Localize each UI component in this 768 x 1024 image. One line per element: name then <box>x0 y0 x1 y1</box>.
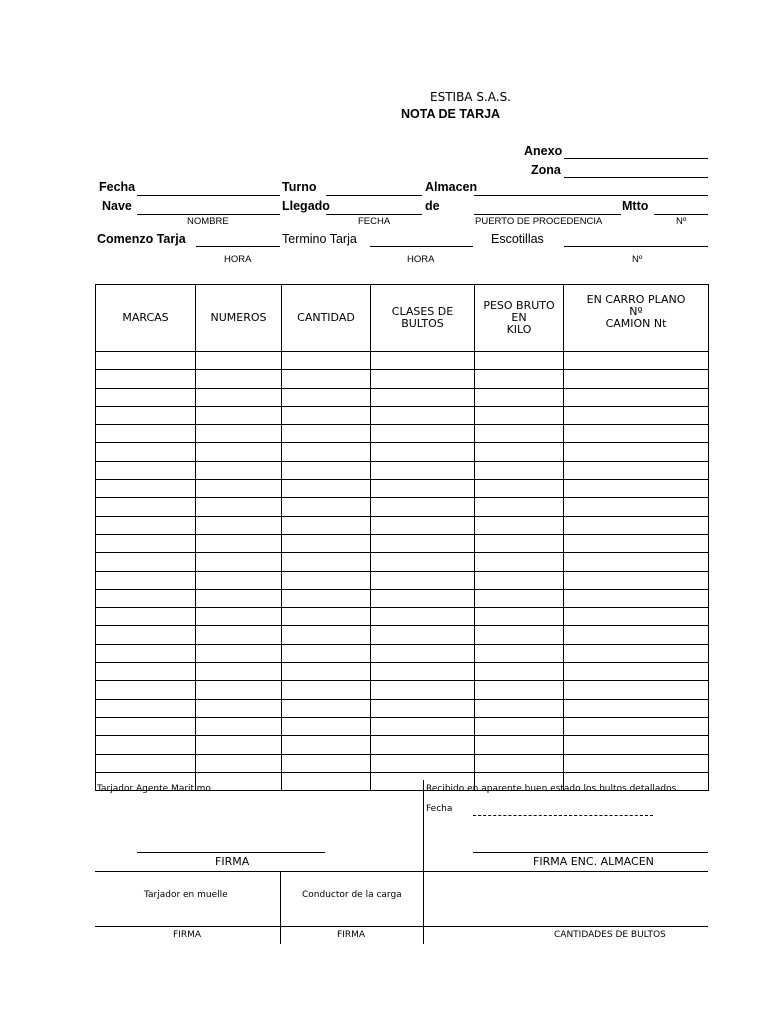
table-row <box>96 425 709 443</box>
footer-center-divider <box>423 780 424 944</box>
table-cell[interactable] <box>96 352 196 370</box>
table-cell[interactable] <box>475 461 564 479</box>
table-row <box>96 370 709 388</box>
zona-label: Zona <box>531 163 561 177</box>
hora-caption-2: HORA <box>407 254 435 265</box>
table-row <box>96 663 709 681</box>
peso-header-line2: KILO <box>506 323 532 336</box>
anexo-label: Anexo <box>524 144 563 158</box>
hora-caption-1: HORA <box>224 254 252 265</box>
table-cell[interactable] <box>564 717 709 735</box>
table-cell[interactable] <box>196 498 282 516</box>
carro-header-line2: Nº <box>629 305 643 318</box>
table-cell[interactable] <box>96 754 196 772</box>
table-cell[interactable] <box>475 443 564 461</box>
table-cell[interactable] <box>196 352 282 370</box>
table-cell[interactable] <box>196 717 282 735</box>
table-cell[interactable] <box>282 571 371 589</box>
table-cell[interactable] <box>96 461 196 479</box>
clases-header: CLASES DE BULTOS <box>371 285 475 352</box>
table-cell[interactable] <box>475 717 564 735</box>
table-cell[interactable] <box>96 443 196 461</box>
table-cell[interactable] <box>564 516 709 534</box>
table-cell[interactable] <box>475 626 564 644</box>
table-row <box>96 589 709 607</box>
table-cell[interactable] <box>475 352 564 370</box>
table-cell[interactable] <box>196 534 282 552</box>
table-row <box>96 754 709 772</box>
table-cell[interactable] <box>564 498 709 516</box>
table-cell[interactable] <box>196 608 282 626</box>
table-row <box>96 699 709 717</box>
table-cell[interactable] <box>371 370 475 388</box>
table-cell[interactable] <box>475 681 564 699</box>
tarjador-agente-label: Tarjador Agente Maritimo <box>97 784 211 794</box>
table-cell[interactable] <box>282 370 371 388</box>
table-cell[interactable] <box>564 736 709 754</box>
carro-header-line3: CAMION Nt <box>605 317 667 330</box>
almacen-label: Almacen <box>425 180 478 194</box>
table-header-row <box>96 285 709 352</box>
numeros-header: NUMEROS <box>196 285 282 352</box>
table-cell[interactable] <box>371 553 475 571</box>
table-cell[interactable] <box>96 717 196 735</box>
table-cell[interactable] <box>371 644 475 662</box>
comenzo-tarja-field[interactable] <box>196 246 280 247</box>
footer-separator-bottom <box>95 926 708 927</box>
table-cell[interactable] <box>96 425 196 443</box>
table-cell[interactable] <box>564 754 709 772</box>
table-cell[interactable] <box>196 461 282 479</box>
table-cell[interactable] <box>196 626 282 644</box>
table-row <box>96 644 709 662</box>
firma-left-line <box>137 852 325 853</box>
table-cell[interactable] <box>282 699 371 717</box>
table-cell[interactable] <box>196 644 282 662</box>
table-cell[interactable] <box>371 754 475 772</box>
table-cell[interactable] <box>196 553 282 571</box>
table-cell[interactable] <box>564 608 709 626</box>
table-cell[interactable] <box>371 681 475 699</box>
table-cell[interactable] <box>371 663 475 681</box>
table-row <box>96 388 709 406</box>
table-cell[interactable] <box>371 461 475 479</box>
peso-header <box>475 285 564 352</box>
table-cell[interactable] <box>475 534 564 552</box>
table-cell[interactable] <box>282 406 371 424</box>
fecha-caption: FECHA <box>358 216 391 227</box>
table-cell[interactable] <box>196 443 282 461</box>
cantidad-header: CANTIDAD <box>282 285 371 352</box>
puerto-field[interactable] <box>474 214 621 215</box>
table-cell[interactable] <box>196 425 282 443</box>
table-cell[interactable] <box>282 498 371 516</box>
no-caption: Nº <box>676 216 687 227</box>
table-cell[interactable] <box>371 516 475 534</box>
table-cell[interactable] <box>196 663 282 681</box>
table-row <box>96 480 709 498</box>
table-cell[interactable] <box>196 681 282 699</box>
table-row <box>96 717 709 735</box>
table-cell[interactable] <box>196 388 282 406</box>
puerto-caption: PUERTO DE PROCEDENCIA <box>475 216 603 227</box>
table-cell[interactable] <box>96 406 196 424</box>
table-row <box>96 571 709 589</box>
table-cell[interactable] <box>475 754 564 772</box>
termino-tarja-field[interactable] <box>370 246 473 247</box>
table-cell[interactable] <box>196 480 282 498</box>
table-cell[interactable] <box>371 534 475 552</box>
table-cell[interactable] <box>96 534 196 552</box>
table-cell[interactable] <box>282 772 371 790</box>
table-row <box>96 681 709 699</box>
table-cell[interactable] <box>564 370 709 388</box>
table-cell[interactable] <box>564 480 709 498</box>
table-cell[interactable] <box>282 681 371 699</box>
table-cell[interactable] <box>282 626 371 644</box>
table-cell[interactable] <box>564 388 709 406</box>
table-cell[interactable] <box>564 553 709 571</box>
conductor-label: Conductor de la carga <box>302 890 402 900</box>
almacen-field[interactable] <box>474 195 708 196</box>
table-cell[interactable] <box>282 534 371 552</box>
table-cell[interactable] <box>96 608 196 626</box>
firma-almacen-line <box>473 852 708 853</box>
llegado-label: Llegado <box>282 199 330 213</box>
table-cell[interactable] <box>196 736 282 754</box>
table-cell[interactable] <box>196 516 282 534</box>
table-cell[interactable] <box>564 352 709 370</box>
fecha-field[interactable] <box>137 195 280 196</box>
table-row <box>96 736 709 754</box>
firma-bottom-2: FIRMA <box>337 930 366 940</box>
footer-fecha-label: Fecha <box>426 804 453 814</box>
table-cell[interactable] <box>96 516 196 534</box>
table-cell[interactable] <box>475 699 564 717</box>
table-cell[interactable] <box>282 443 371 461</box>
table-cell[interactable] <box>96 370 196 388</box>
table-cell[interactable] <box>96 681 196 699</box>
escotillas-field[interactable] <box>564 246 708 247</box>
peso-header-line1: PESO BRUTO EN <box>483 299 555 324</box>
fecha-label: Fecha <box>99 180 136 194</box>
table-cell[interactable] <box>282 553 371 571</box>
turno-field[interactable] <box>326 195 422 196</box>
firma-left-label: FIRMA <box>215 855 250 868</box>
table-cell[interactable] <box>96 589 196 607</box>
table-cell[interactable] <box>371 443 475 461</box>
table-row <box>96 498 709 516</box>
table-row <box>96 461 709 479</box>
table-row <box>96 534 709 552</box>
table-cell[interactable] <box>282 754 371 772</box>
table-cell[interactable] <box>96 571 196 589</box>
mtto-label: Mtto <box>622 199 649 213</box>
firma-bottom-1: FIRMA <box>173 930 202 940</box>
table-cell[interactable] <box>475 571 564 589</box>
table-cell[interactable] <box>282 717 371 735</box>
table-cell[interactable] <box>282 589 371 607</box>
table-cell[interactable] <box>371 699 475 717</box>
table-cell[interactable] <box>96 663 196 681</box>
table-cell[interactable] <box>282 480 371 498</box>
table-row <box>96 352 709 370</box>
table-cell[interactable] <box>475 608 564 626</box>
tally-table <box>95 284 709 791</box>
table-cell[interactable] <box>96 626 196 644</box>
firma-almacen-label: FIRMA ENC. ALMACEN <box>533 855 654 868</box>
table-cell[interactable] <box>564 644 709 662</box>
turno-label: Turno <box>282 180 317 194</box>
table-cell[interactable] <box>475 589 564 607</box>
footer-separator-top <box>95 871 708 872</box>
no-caption-2: Nº <box>632 254 643 265</box>
table-row <box>96 516 709 534</box>
table-cell[interactable] <box>282 425 371 443</box>
table-row <box>96 553 709 571</box>
table-cell[interactable] <box>96 388 196 406</box>
table-cell[interactable] <box>371 480 475 498</box>
table-cell[interactable] <box>371 352 475 370</box>
table-cell[interactable] <box>282 388 371 406</box>
table-cell[interactable] <box>196 754 282 772</box>
termino-tarja-label: Termino Tarja <box>282 232 357 246</box>
table-row <box>96 608 709 626</box>
table-cell[interactable] <box>371 406 475 424</box>
carro-header <box>564 285 709 352</box>
table-cell[interactable] <box>564 571 709 589</box>
cantidades-label: CANTIDADES DE BULTOS <box>554 930 666 940</box>
table-cell[interactable] <box>196 370 282 388</box>
table-cell[interactable] <box>282 608 371 626</box>
table-row <box>96 406 709 424</box>
table-cell[interactable] <box>96 480 196 498</box>
table-cell[interactable] <box>475 425 564 443</box>
table-cell[interactable] <box>96 644 196 662</box>
table-cell[interactable] <box>371 425 475 443</box>
llegado-field[interactable] <box>326 214 422 215</box>
table-cell[interactable] <box>371 626 475 644</box>
table-cell[interactable] <box>475 406 564 424</box>
table-cell[interactable] <box>475 644 564 662</box>
table-cell[interactable] <box>371 498 475 516</box>
table-cell[interactable] <box>564 699 709 717</box>
table-cell[interactable] <box>475 553 564 571</box>
nombre-caption: NOMBRE <box>187 216 229 227</box>
table-cell[interactable] <box>475 516 564 534</box>
table-cell[interactable] <box>564 406 709 424</box>
table-cell[interactable] <box>371 608 475 626</box>
table-cell[interactable] <box>475 370 564 388</box>
table-cell[interactable] <box>564 589 709 607</box>
table-cell[interactable] <box>282 663 371 681</box>
table-cell[interactable] <box>371 736 475 754</box>
table-cell[interactable] <box>196 589 282 607</box>
nave-label: Nave <box>102 199 132 213</box>
table-cell[interactable] <box>371 571 475 589</box>
footer-left-divider <box>280 871 281 944</box>
table-cell[interactable] <box>96 498 196 516</box>
table-cell[interactable] <box>475 388 564 406</box>
zona-field[interactable] <box>564 177 708 178</box>
de-label: de <box>425 199 440 213</box>
table-cell[interactable] <box>564 626 709 644</box>
mtto-field[interactable] <box>654 214 708 215</box>
table-row <box>96 626 709 644</box>
table-cell[interactable] <box>564 461 709 479</box>
footer-fecha-field[interactable] <box>473 815 653 816</box>
tarjador-muelle-label: Tarjador en muelle <box>144 890 228 900</box>
table-cell[interactable] <box>564 663 709 681</box>
table-cell[interactable] <box>282 736 371 754</box>
company-name: ESTIBA S.A.S. <box>430 90 511 104</box>
table-cell[interactable] <box>96 736 196 754</box>
table-cell[interactable] <box>371 388 475 406</box>
table-cell[interactable] <box>564 425 709 443</box>
escotillas-label: Escotillas <box>491 232 544 246</box>
table-row <box>96 443 709 461</box>
table-cell[interactable] <box>371 717 475 735</box>
anexo-field[interactable] <box>564 158 708 159</box>
carro-header-line1: EN CARRO PLANO <box>586 293 686 306</box>
table-cell[interactable] <box>475 498 564 516</box>
table-cell[interactable] <box>196 699 282 717</box>
table-cell[interactable] <box>475 480 564 498</box>
table-cell[interactable] <box>475 663 564 681</box>
table-cell[interactable] <box>196 406 282 424</box>
table-cell[interactable] <box>96 699 196 717</box>
table-cell[interactable] <box>282 516 371 534</box>
nave-field[interactable] <box>137 214 280 215</box>
recibido-label: Recibido en aparente buen estado los bultos detallados <box>426 784 677 794</box>
comenzo-tarja-label: Comenzo Tarja <box>97 232 186 246</box>
table-cell[interactable] <box>564 681 709 699</box>
table-cell[interactable] <box>564 443 709 461</box>
table-cell[interactable] <box>282 461 371 479</box>
table-cell[interactable] <box>196 571 282 589</box>
table-cell[interactable] <box>96 553 196 571</box>
table-cell[interactable] <box>371 589 475 607</box>
table-cell[interactable] <box>475 736 564 754</box>
table-cell[interactable] <box>564 534 709 552</box>
table-cell[interactable] <box>282 644 371 662</box>
document-title: NOTA DE TARJA <box>401 107 501 121</box>
marcas-header: MARCAS <box>96 285 196 352</box>
table-cell[interactable] <box>282 352 371 370</box>
